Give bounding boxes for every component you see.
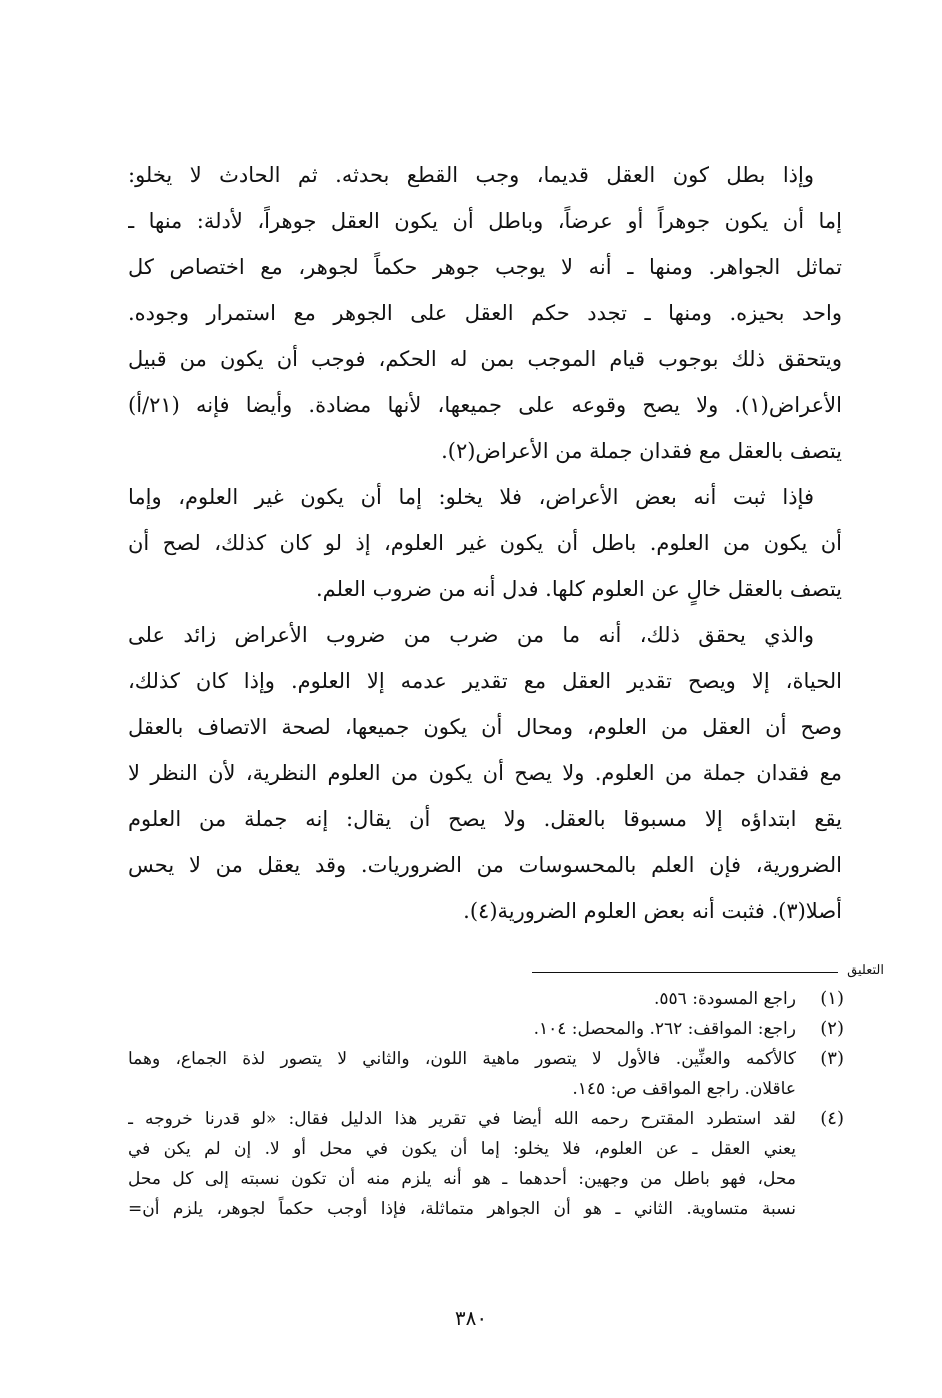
text-line: مع فقدان جملة من العلوم. ولا يصح أن يكون من العلوم النظرية، لأن النظر لا (128, 761, 842, 785)
text-line: وصح أن العقل من العلوم، ومحال أن يكون جميعها، لصحة الاتصاف بالعقل (128, 715, 842, 739)
text-line: ويتحقق ذلك بوجوب قيام الموجب بمن له الحكم، فوجب أن يكون من قبيل (128, 347, 842, 371)
footnote-number: (١) (820, 988, 844, 1009)
footnote-4 (128, 1104, 844, 1224)
footnote-line: لقد استطرد المقترح رحمه الله أيضا في تقرير هذا الدليل فقال: «لو قدرنا خروجه ـ (128, 1109, 796, 1129)
footnote-line: عاقلان. راجع المواقف ص: ١٤٥. (572, 1079, 796, 1099)
paragraph-3 (128, 612, 842, 934)
footnotes-label: التعليق (847, 963, 884, 978)
text-line: يقع ابتداؤه إلا مسبوقا بالعقل. ولا يصح أن يقال: إنه جملة من العلوم (128, 807, 842, 831)
footnotes (128, 984, 844, 1224)
footnote-line: يعني العقل ـ عن العلوم، فلا يخلو: إما أن يكون في محل أو لا. إن لم يكن في (128, 1139, 796, 1159)
text-line: يتصف بالعقل مع فقدان جملة من الأعراض(٢). (441, 439, 842, 463)
text-line: أن يكون من العلوم. باطل أن يكون غير العلوم، إذ لو كان كذلك، لصح أن (128, 531, 842, 555)
text-line: فإذا ثبت أنه بعض الأعراض، فلا يخلو: إما أن يكون غير العلوم، وإما (128, 485, 814, 509)
text-line: الحياة، إلا ويصح تقدير العقل مع تقدير عدمه إلا العلوم. وإذا كان كذلك، (128, 669, 842, 693)
footnotes-header (530, 962, 884, 984)
main-text (128, 152, 842, 934)
text-line: تماثل الجواهر. ومنها ـ أنه لا يوجب جوهر حكماً لجوهر، مع اختصاص كل (128, 255, 842, 279)
footnote-number: (٢) (820, 1018, 844, 1039)
footnote-2 (128, 1014, 844, 1044)
page-number: ٣٨٠ (454, 1306, 488, 1330)
text-line: والذي يحقق ذلك، أنه ما من ضرب من ضروب الأعراض زائد على (128, 623, 814, 647)
footnotes-rule (532, 972, 838, 973)
text-line: وإذا بطل كون العقل قديما، وجب القطع بحدثه. ثم الحادث لا يخلو: (128, 163, 814, 187)
text-line: واحد بحيزه. ومنها ـ تجدد حكم العقل على الجوهر مع استمرار وجوده. (128, 301, 842, 325)
text-line: يتصف بالعقل خالٍ عن العلوم كلها. فدل أنه من ضروب العلم. (316, 577, 842, 601)
footnote-line: راجع: المواقف: ٢٦٢. والمحصل: ١٠٤. (533, 1019, 796, 1039)
paragraph-1 (128, 152, 842, 474)
footnote-3 (128, 1044, 844, 1104)
footnote-line: كالأكمه والعنِّين. فالأول لا يتصور ماهية اللون، والثاني لا يتصور لذة الجماع، وهما (128, 1049, 796, 1069)
footnote-number: (٣) (820, 1048, 844, 1069)
text-line: أصلا(٣). فثبت أنه بعض العلوم الضرورية(٤). (463, 899, 842, 923)
footnote-line: راجع المسودة: ٥٥٦. (654, 989, 796, 1009)
footnote-line: نسبة متساوية. الثاني ـ هو أن الجواهر متماثلة، فإذا أوجب حكماً لجوهر، يلزم أن= (128, 1199, 796, 1219)
footnote-1 (128, 984, 844, 1014)
text-line: الأعراض(١). ولا يصح وقوعه على جميعها، لأنها مضادة. وأيضا فإنه (٢١/أ) (128, 393, 842, 417)
footnote-line: محل، فهو باطل من وجهين: أحدهما ـ هو أنه يلزم منه أن تكون نسبته إلى كل محل (128, 1169, 796, 1189)
text-line: الضرورية، فإن العلم بالمحسوسات من الضروريات. وقد يعقل من لا يحس (128, 853, 842, 877)
paragraph-2 (128, 474, 842, 612)
footnote-number: (٤) (820, 1108, 844, 1129)
text-line: إما أن يكون جوهراً أو عرضاً، وباطل أن يكون العقل جوهراً، لأدلة: منها ـ (128, 209, 842, 233)
